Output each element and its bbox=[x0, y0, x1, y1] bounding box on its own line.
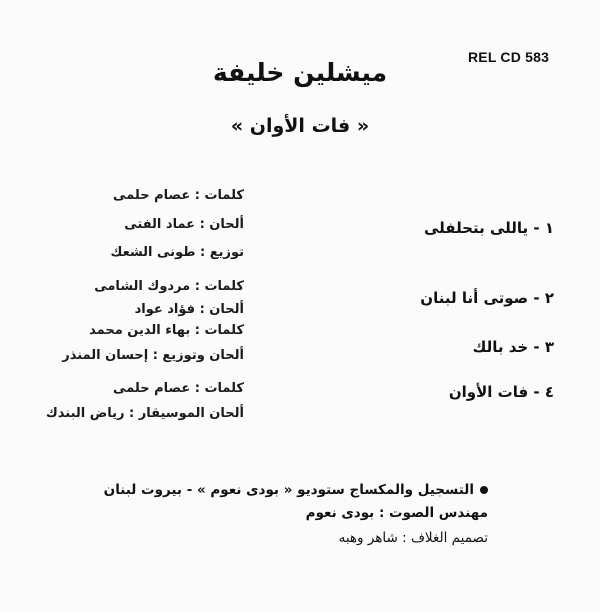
sound-engineer-credit: مهندس الصوت : بودى نعوم bbox=[305, 505, 488, 521]
credit-music-1: ألحان : عماد الفتى bbox=[124, 217, 244, 232]
artist-name: ميشلين خليفة bbox=[212, 58, 388, 87]
cover-design-credit: تصميم الغلاف : شاهر وهبه bbox=[338, 530, 488, 546]
track-4: ٤ - فات الأوان bbox=[448, 383, 554, 401]
track-3: ٣ - خد بالك bbox=[472, 338, 554, 356]
credit-music-4: ألحان الموسيقار : رياض البندك bbox=[45, 406, 244, 421]
credit-lyrics-4: كلمات : عصام حلمى bbox=[113, 381, 244, 396]
track-2: ٢ - صوتى أنا لبنان bbox=[420, 289, 554, 307]
credit-music-arrangement-3: ألحان وتوزيع : إحسان المنذر bbox=[62, 348, 244, 363]
track-1: ١ - ياللى بتحلفلى bbox=[423, 219, 554, 237]
credit-music-2: ألحان : فؤاد عواد bbox=[134, 302, 244, 317]
album-title: « فات الأوان » bbox=[230, 115, 370, 137]
bullet-icon bbox=[480, 486, 488, 494]
recording-credit-line bbox=[104, 482, 488, 498]
credit-lyrics-3: كلمات : بهاء الدين محمد bbox=[89, 323, 244, 338]
credit-lyrics-2: كلمات : مردوك الشامى bbox=[94, 279, 244, 294]
recording-credit: التسجيل والمكساج ستوديو « بودى نعوم » - بيروت لبنان bbox=[103, 482, 474, 498]
credit-arrangement-1: توزيع : طونى الشعك bbox=[110, 245, 244, 260]
credit-lyrics-1: كلمات : عصام حلمى bbox=[113, 188, 244, 203]
catalog-number: REL CD 583 bbox=[468, 49, 550, 65]
